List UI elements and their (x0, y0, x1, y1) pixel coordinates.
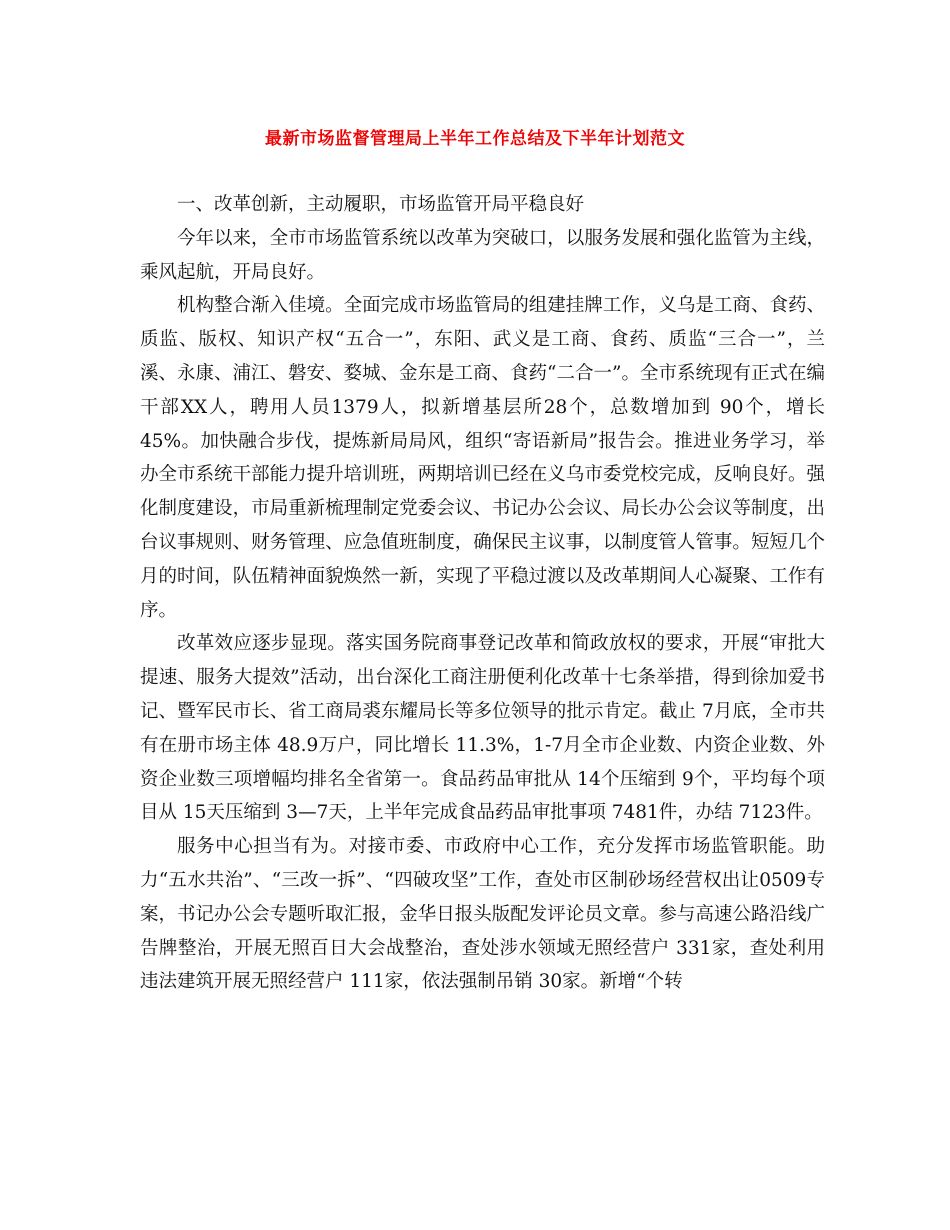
paragraph: 今年以来，全市市场监管系统以改革为突破口，以服务发展和强化监管为主线，乘风起航，开局良好。 (140, 227, 825, 283)
document-body (140, 188, 825, 999)
section-heading: 一、改革创新，主动履职，市场监管开局平稳良好 (177, 194, 585, 215)
document-title: 最新市场监督管理局上半年工作总结及下半年计划范文 (265, 129, 685, 149)
paragraph: 服务中心担当有为。对接市委、市政府中心工作，充分发挥市场监管职能。助力“五水共治”、“三改一拆”、“四破攻坚”工作，查处市区制砂场经营权出让0509专案，书记办公会专题听取汇报，金华日报头版配发评论员文章。参与高速公路沿线广告牌整治，开展无照百日大会战整治，查处涉水领域无照经营户 331家，查处利用违法建筑开展无照经营户 111家，依法强制吊销 30家。新增“个转 (140, 836, 825, 993)
paragraph: 机构整合渐入佳境。全面完成市场监管局的组建挂牌工作，义乌是工商、食药、质监、版权、知识产权“五合一”，东阳、武义是工商、食药、质监“三合一”，兰溪、永康、浦江、磐安、婺城、金东是工商、食药“二合一”。全市系统现有正式在编干部XX人，聘用人员1379人，拟新增基层所28个，总数增加到 90个，增长45%。加快融合步伐，提炼新局局风，组织“寄语新局”报告会。推进业务学习，举办全市系统干部能力提升培训班，两期培训已经在义乌市委党校完成，反响良好。强化制度建设，市局重新梳理制定党委会议、书记办公会议、局长办公会议等制度，出台议事规则、财务管理、应急值班制度，确保民主议事，以制度管人管事。短短几个月的时间，队伍精神面貌焕然一新，实现了平稳过渡以及改革期间人心凝聚、工作有序。 (140, 295, 825, 621)
paragraph: 改革效应逐步显现。落实国务院商事登记改革和简政放权的要求，开展“审批大提速、服务大提效”活动，出台深化工商注册便利化改革十七条举措，得到徐加爱书记、暨军民市长、省工商局裘东耀局长等多位领导的批示肯定。截止 7月底，全市共有在册市场主体 48.9万户，同比增长 11.3%，1-7月全市企业数、内资企业数、外资企业数三项增幅均排名全省第一。食品药品审批从 14个压缩到 9个，平均每个项目从 15天压缩到 3—7天，上半年完成食品药品审批事项 7481件，办结 7123件。 (140, 633, 825, 824)
